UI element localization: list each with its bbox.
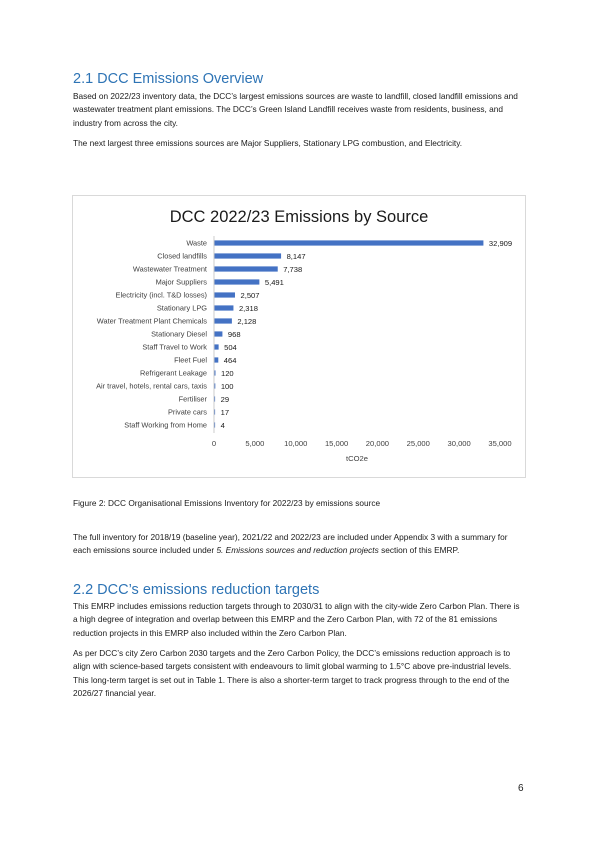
category-label-private-cars: Private cars xyxy=(167,407,207,417)
category-label-stationary-diesel: Stationary Diesel xyxy=(151,329,207,339)
category-label-air-travel-hotels-rental-cars-taxis: Air travel, hotels, rental cars, taxis xyxy=(96,381,207,391)
bar-waste xyxy=(215,240,484,245)
bar-fertiliser xyxy=(215,396,216,401)
x-tick-label-5: 25,000 xyxy=(406,439,430,448)
value-label-major-suppliers: 5,491 xyxy=(264,278,284,287)
bar-water-treatment-plant-chemicals xyxy=(215,318,232,323)
category-label-electricity-incl-t-d-losses: Electricity (incl. T&D losses) xyxy=(115,290,207,300)
value-label-fleet-fuel: 464 xyxy=(223,356,237,365)
page-number: 6 xyxy=(518,783,524,794)
bar-staff-working-from-home xyxy=(215,422,216,427)
inventory-text-italic: 5. Emissions sources and reduction projects xyxy=(216,545,379,556)
value-label-closed-landfills: 8,147 xyxy=(286,252,306,261)
value-label-staff-travel-to-work: 504 xyxy=(224,343,237,352)
value-label-stationary-diesel: 968 xyxy=(227,330,241,339)
category-label-staff-travel-to-work: Staff Travel to Work xyxy=(142,342,207,352)
x-tick-label-2: 10,000 xyxy=(284,439,308,448)
bar-private-cars xyxy=(215,409,216,414)
bar-stationary-lpg xyxy=(215,305,234,310)
bar-wastewater-treatment xyxy=(215,266,278,271)
value-label-fertiliser: 29 xyxy=(220,395,230,404)
bar-closed-landfills xyxy=(215,253,282,258)
value-label-wastewater-treatment: 7,738 xyxy=(283,265,303,274)
x-tick-label-4: 20,000 xyxy=(365,439,390,448)
value-label-electricity-incl-t-d-losses: 2,507 xyxy=(240,291,260,300)
overview-paragraph-2: The next largest three emissions sources are Major Suppliers, Stationary LPG combustion, and Electricity. xyxy=(73,138,463,148)
section-heading-reduction-targets: 2.2 DCC’s emissions reduction targets xyxy=(73,582,320,598)
chart-title: DCC 2022/23 Emissions by Source xyxy=(169,208,429,226)
overview-paragraph-1: Based on 2022/23 inventory data, the DCC’s largest emissions sources are waste to landfill, closed landfill emissions and wastewater treatment plant emissions. The DCC’s Green Island Landfill receives waste from residents, business, and industry from across the city. xyxy=(73,91,518,128)
category-label-refrigerant-leakage: Refrigerant Leakage xyxy=(140,368,207,378)
category-label-fleet-fuel: Fleet Fuel xyxy=(174,355,207,365)
category-label-closed-landfills: Closed landfills xyxy=(157,251,207,261)
bar-refrigerant-leakage xyxy=(215,370,216,375)
x-tick-label-7: 35,000 xyxy=(488,439,512,448)
emissions-bar-chart xyxy=(73,196,525,477)
category-label-major-suppliers: Major Suppliers xyxy=(155,277,207,287)
x-axis-title: tCO2e xyxy=(346,454,368,463)
value-label-staff-working-from-home: 4 xyxy=(220,421,225,430)
category-label-wastewater-treatment: Wastewater Treatment xyxy=(132,264,207,274)
bar-fleet-fuel xyxy=(215,357,219,362)
emissions-chart xyxy=(72,195,526,478)
bar-stationary-diesel xyxy=(215,331,223,336)
section-heading-emissions-overview: 2.1 DCC Emissions Overview xyxy=(73,71,264,87)
inventory-paragraph xyxy=(73,531,525,558)
value-label-stationary-lpg: 2,318 xyxy=(238,304,258,313)
category-label-waste: Waste xyxy=(186,238,207,248)
value-label-air-travel-hotels-rental-cars-taxis: 100 xyxy=(220,382,234,391)
x-tick-labels xyxy=(212,439,512,448)
bar-air-travel-hotels-rental-cars-taxis xyxy=(215,383,216,388)
inventory-text-end: section of this EMRP. xyxy=(378,545,460,556)
x-tick-label-3: 15,000 xyxy=(324,439,349,448)
figure-caption: Figure 2: DCC Organisational Emissions Inventory for 2022/23 by emissions source xyxy=(73,498,381,508)
inventory-text-start: The full inventory for 2018/19 (baseline year), 2021/22 and 2022/23 are included under Appendix 3 with a summary for each emissions source included under xyxy=(73,532,508,556)
bar-electricity-incl-t-d-losses xyxy=(215,292,235,297)
category-label-fertiliser: Fertiliser xyxy=(178,394,207,404)
value-label-water-treatment-plant-chemicals: 2,128 xyxy=(237,317,257,326)
bar-staff-travel-to-work xyxy=(215,344,219,349)
value-label-refrigerant-leakage: 120 xyxy=(220,369,234,378)
category-label-stationary-lpg: Stationary LPG xyxy=(156,303,207,313)
category-labels xyxy=(96,239,207,430)
bars xyxy=(215,240,484,427)
x-tick-label-1: 5,000 xyxy=(245,439,265,448)
bar-major-suppliers xyxy=(215,279,260,284)
targets-paragraph-2: As per DCC’s city Zero Carbon 2030 targets and the Zero Carbon Policy, the DCC’s emissions reduction approach is to align with science-based targets consistent with endeavours to limit global warming to 1.5°C above pre-industrial levels. This long-term target is set out in Table 1. There is also a shorter-term target to track progress through to the end of the 2026/27 financial year. xyxy=(73,648,512,698)
category-label-water-treatment-plant-chemicals: Water Treatment Plant Chemicals xyxy=(96,316,207,326)
category-label-staff-working-from-home: Staff Working from Home xyxy=(124,420,207,430)
value-label-private-cars: 17 xyxy=(220,408,230,417)
value-label-waste: 32,909 xyxy=(488,239,513,248)
targets-paragraph-1: This EMRP includes emissions reduction targets through to 2030/31 to align with the city-wide Zero Carbon Plan. There is a high degree of integration and overlap between this EMRP and the Zero Carbon Plan, with 72 of the 81 emissions reduction projects in this EMRP also included within the Zero Carbon Plan. xyxy=(73,601,520,638)
x-tick-label-0: 0 xyxy=(211,439,217,448)
x-tick-label-6: 30,000 xyxy=(447,439,471,448)
